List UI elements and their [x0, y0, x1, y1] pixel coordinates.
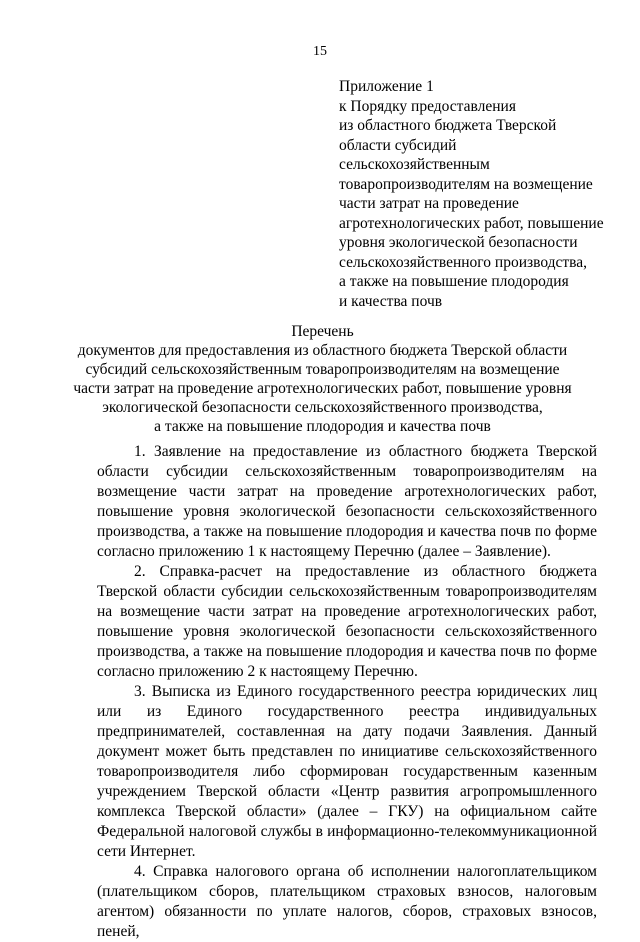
title-heading: Перечень [291, 323, 354, 340]
page-number: 15 [313, 44, 327, 59]
title-line: документов для предоставления из областного бюджета Тверской области [77, 342, 568, 359]
document-title [60, 322, 585, 436]
appendix-line: и качества почв [339, 292, 443, 310]
title-line: части затрат на проведение агротехнологических работ, повышение уровня [73, 380, 572, 397]
appendix-line: Приложение 1 [339, 78, 434, 95]
appendix-line: агротехнологических работ, повышение [339, 214, 604, 232]
appendix-header [339, 77, 624, 311]
appendix-line: из областного бюджета Тверской [339, 117, 557, 134]
appendix-line: товаропроизводителям на возмещение [339, 175, 593, 193]
title-line: экологической безопасности сельскохозяйственного производства, [102, 399, 543, 416]
appendix-line: а также на повышение плодородия [339, 273, 569, 290]
appendix-line: к Порядку предоставления [339, 97, 516, 115]
paragraph-2: 2. Справка-расчет на предоставление из областного бюджета Тверской области субсидии сельскохозяйственным товаропроизводителям на возмещение части затрат на проведение агротехнологических работ, повышение уровня экологической безопасности сельскохозяйственного производства, а также на повышение плодородия и качества почв по форме согласно приложению 2 к настоящему Перечню. [97, 563, 597, 680]
appendix-line: части затрат на проведение [339, 195, 519, 212]
appendix-line: области субсидий [339, 136, 457, 154]
appendix-line: сельскохозяйственного производства, [339, 253, 588, 271]
appendix-line: сельскохозяйственным [339, 156, 490, 173]
title-line: а также на повышение плодородия и качества почв [154, 418, 491, 435]
document-body [97, 442, 597, 942]
paragraph-1: 1. Заявление на предоставление из областного бюджета Тверской области субсидии сельскохозяйственным товаропроизводителям на возмещение части затрат на проведение агротехнологических работ, повышение уровня экологической безопасности сельскохозяйственного производства, а также на повышение плодородия и качества почв по форме согласно приложению 1 к настоящему Перечню (далее – Заявление). [97, 443, 597, 560]
paragraph-3: 3. Выписка из Единого государственного реестра юридических лиц или из Единого государственного реестра индивидуальных предпринимателей, составленная на дату подачи Заявления. Данный документ может быть представлен по инициативе сельскохозяйственного товаропроизводителя либо сформирован государственным казенным учреждением Тверской области «Центр развития агропромышленного комплекса Тверской области» (далее – ГКУ) на официальном сайте Федеральной налоговой службы в информационно-телекоммуникационной сети Интернет. [97, 683, 597, 860]
appendix-line: уровня экологической безопасности [339, 234, 578, 251]
title-line: субсидий сельскохозяйственным товаропроизводителям на возмещение [85, 361, 560, 378]
paragraph-4: 4. Справка налогового органа об исполнении налогоплательщиком (плательщиком сборов, плательщиком страховых взносов, налоговым агентом) обязанности по уплате налогов, сборов, страховых взносов, пеней, [97, 863, 597, 940]
